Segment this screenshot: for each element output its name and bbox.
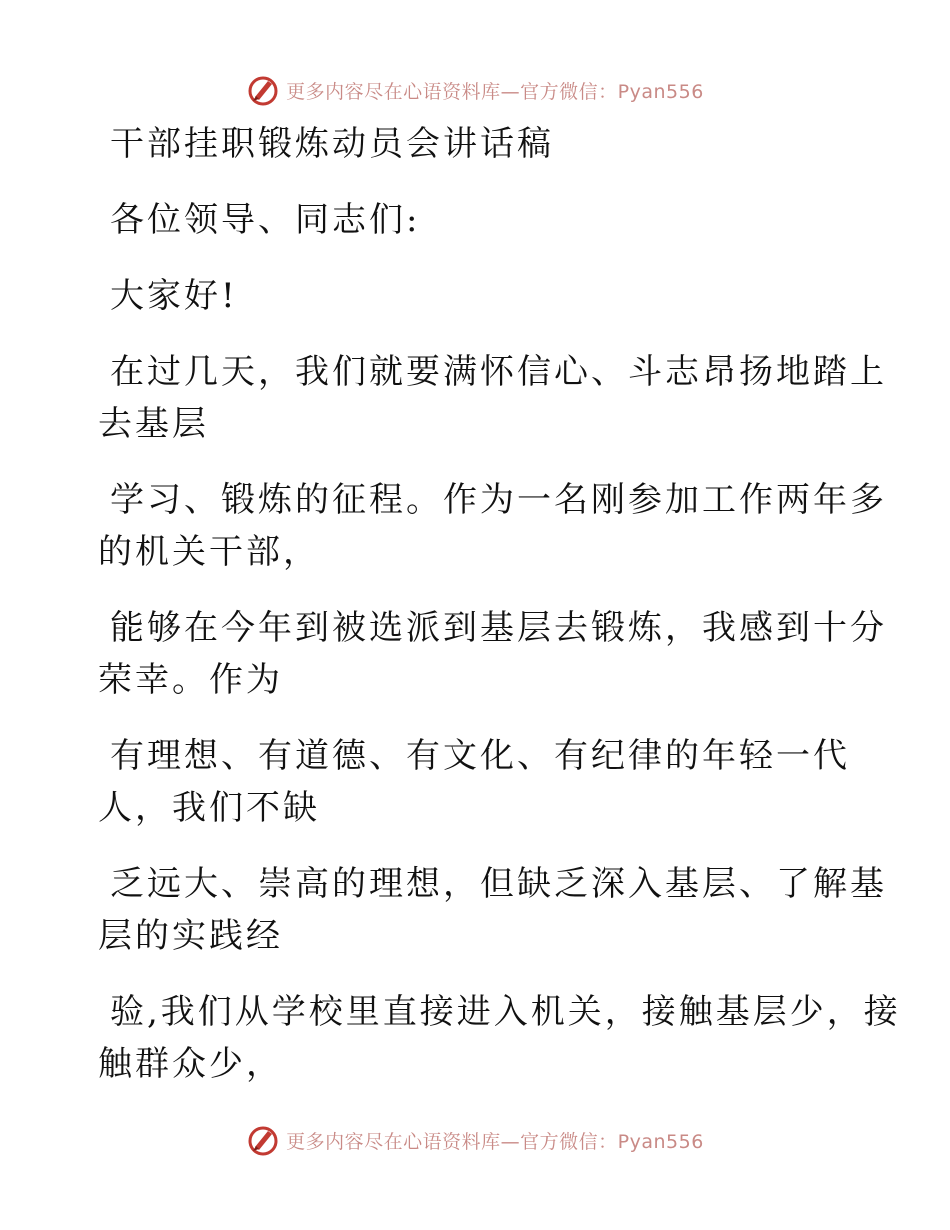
body-paragraph: 乏远大、崇高的理想，但缺乏深入基层、了解基 层的实践经 <box>98 864 887 956</box>
document-title: 干部挂职锻炼动员会讲话稿 <box>110 124 554 164</box>
body-paragraph: 学习、锻炼的征程。作为一名刚参加工作两年多 的机关干部， <box>98 480 887 572</box>
body-paragraph: 有理想、有道德、有文化、有纪律的年轻一代 人，我们不缺 <box>98 736 850 828</box>
header-watermark-banner <box>0 70 950 110</box>
quill-pen-circle-icon <box>246 73 280 107</box>
quill-pen-circle-icon <box>246 1123 280 1157</box>
body-paragraph: 验,我们从学校里直接进入机关，接触基层少，接 触群众少， <box>98 992 901 1084</box>
footer-banner-text: 更多内容尽在心语资料库—官方微信：Pyan556 <box>286 1130 704 1153</box>
body-paragraph: 在过几天，我们就要满怀信心、斗志昂扬地踏上 去基层 <box>98 352 887 444</box>
greeting: 大家好! <box>110 276 238 316</box>
salutation: 各位领导、同志们: <box>110 200 421 240</box>
header-banner-text: 更多内容尽在心语资料库—官方微信：Pyan556 <box>286 80 704 103</box>
document-body <box>98 118 901 1114</box>
footer-watermark-banner <box>0 1120 950 1160</box>
body-paragraph: 能够在今年到被选派到基层去锻炼，我感到十分 荣幸。作为 <box>98 608 887 700</box>
